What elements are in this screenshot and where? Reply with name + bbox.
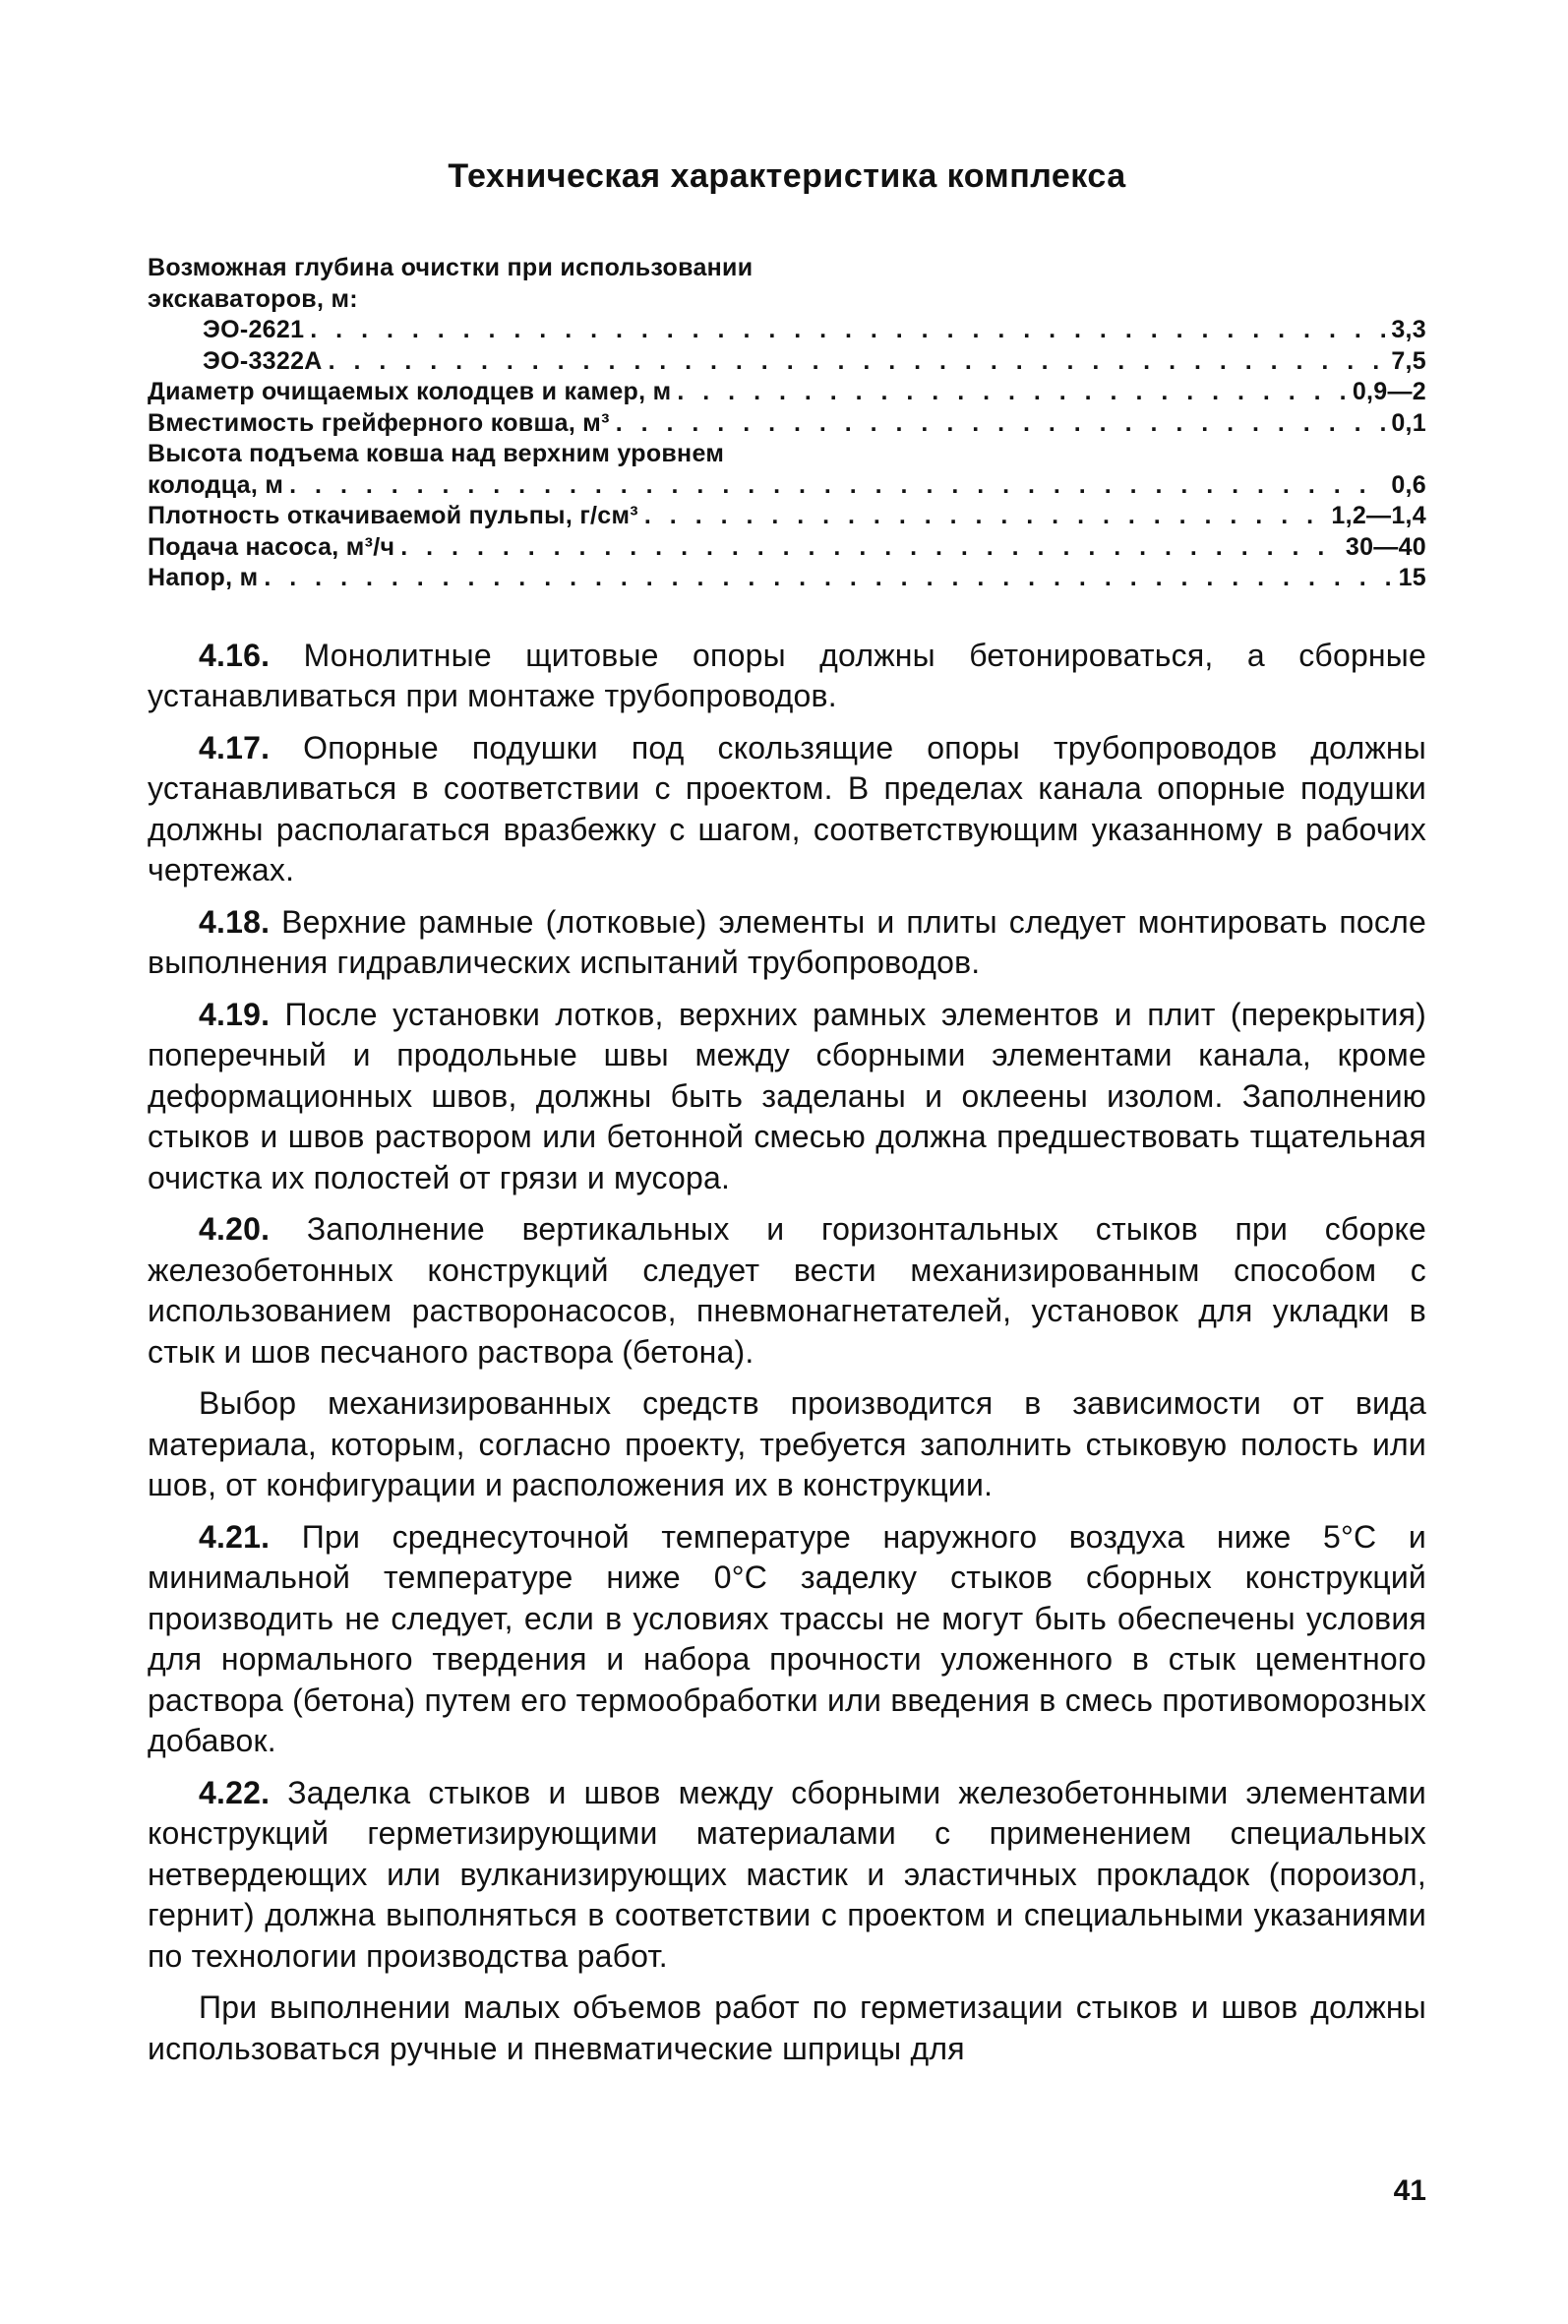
paragraph-text: Заделка стыков и швов между сборными железобетонными элементами конструкций герметизирующими материалами с применением специальных нетвердеющих или вулканизирующих мастик и эластичных прокладок (пороизол, гернит) должна выполняться в соответствии с проектом и специальными указаниями по технологии производства работ.: [148, 1774, 1426, 1974]
paragraph-text: Верхние рамные (лотковые) элементы и плиты следует монтировать после выполнения гидравлических испытаний трубопроводов.: [148, 903, 1427, 980]
spec-value: 30—40: [1345, 532, 1426, 561]
spec-row: [148, 563, 1426, 594]
clause-number: 4.18.: [199, 903, 271, 940]
spec-value: 3,3: [1391, 316, 1426, 343]
page-number: 41: [1393, 2174, 1426, 2207]
spec-row: [148, 377, 1426, 408]
paragraph-text: Выбор механизированных средств производится в зависимости от вида материала, которым, согласно проекту, требуется заполнить стыковую полость или шов, от конфигурации и расположения их в конструкции.: [148, 1385, 1426, 1502]
spec-heading: Высота подъема ковша над верхним уровнем: [148, 440, 725, 467]
spec-row: [148, 501, 1426, 532]
spec-row: [148, 532, 1426, 564]
paragraph-4-22: [148, 1773, 1426, 1978]
spec-label: ЭО-3322А: [203, 346, 323, 375]
leader-dots: [644, 501, 1325, 532]
spec-value: 0,9—2: [1352, 378, 1426, 405]
spec-row: [148, 315, 1426, 346]
leader-dots: [329, 346, 1386, 378]
leader-dots: [616, 408, 1386, 440]
spec-table: [148, 253, 1426, 594]
leader-dots: [289, 470, 1385, 502]
leader-dots: [310, 315, 1385, 346]
paragraph-4-16: [148, 636, 1426, 717]
paragraph-small-volumes: [148, 1988, 1426, 2069]
spec-row: [148, 408, 1426, 440]
section-title: Техническая характеристика комплекса: [448, 157, 1126, 195]
leader-dots: [264, 563, 1392, 594]
clause-number: 4.21.: [199, 1518, 271, 1555]
spec-label: колодца, м: [148, 470, 284, 499]
paragraph-4-18: [148, 902, 1426, 984]
leader-dots: [400, 532, 1340, 564]
spec-row: [148, 346, 1426, 378]
spec-value: 15: [1398, 564, 1426, 591]
spec-label: Вместимость грейферного ковша, м³: [148, 408, 610, 437]
paragraph-selection: [148, 1383, 1426, 1506]
spec-row: [148, 470, 1426, 502]
spec-label: Диаметр очищаемых колодцев и камер, м: [148, 378, 672, 405]
spec-value: 0,6: [1391, 470, 1426, 499]
document-page: [148, 157, 1426, 2080]
paragraph-text: Опорные подушки под скользящие опоры трубопроводов должны устанавливаться в соответствии с проектом. В пределах канала опорные подушки должны располагаться вразбежку с шагом, соответствующим указанному в рабочих чертежах.: [148, 729, 1426, 887]
clause-number: 4.20.: [199, 1211, 271, 1247]
clause-number: 4.19.: [199, 996, 271, 1032]
paragraph-4-19: [148, 995, 1426, 1199]
paragraph-4-20: [148, 1209, 1426, 1373]
spec-value: 1,2—1,4: [1331, 502, 1426, 529]
paragraph-4-21: [148, 1517, 1426, 1762]
paragraph-4-17: [148, 728, 1426, 891]
paragraph-text: После установки лотков, верхних рамных элементов и плит (перекрытия) поперечный и продольные швы между сборными элементами канала, кроме деформационных швов, должны быть заделаны и оклеены изолом. Заполнению стыков и швов раствором или бетонной смесью должна предшествовать тщательная очистка их полостей от грязи и мусора.: [148, 996, 1426, 1195]
spec-value: 0,1: [1391, 408, 1426, 437]
clause-number: 4.16.: [199, 637, 271, 673]
spec-heading: экскаваторов, м:: [148, 284, 358, 313]
spec-value: 7,5: [1391, 346, 1426, 375]
clause-number: 4.17.: [199, 729, 271, 765]
spec-label: Напор, м: [148, 564, 259, 591]
clause-number: 4.22.: [199, 1774, 271, 1810]
spec-label: Плотность откачиваемой пульпы, г/см³: [148, 502, 638, 529]
spec-heading: Возможная глубина очистки при использовании: [148, 254, 754, 281]
paragraph-text: Заполнение вертикальных и горизонтальных стыков при сборке железобетонных конструкций следует вести механизированным способом с использованием растворонасосов, пневмонагнетателей, установок для укладки в стык и шов песчаного раствора (бетона).: [148, 1211, 1427, 1370]
leader-dots: [677, 377, 1346, 408]
paragraph-text: При выполнении малых объемов работ по герметизации стыков и швов должны использоваться ручные и пневматические шприцы для: [148, 1989, 1426, 2066]
spec-label: ЭО-2621: [203, 316, 305, 343]
paragraph-text: При среднесуточной температуре наружного воздуха ниже 5°С и минимальной температуре ниже 0°С заделку стыков сборных конструкций производить не следует, если в условиях трассы не могут быть обеспечены условия для нормального твердения и набора прочности уложенного в стык цементного раствора (бетона) путем его термообработки или введения в смесь противоморозных добавок.: [148, 1518, 1426, 1758]
spec-label: Подача насоса, м³/ч: [148, 532, 395, 561]
paragraph-text: Монолитные щитовые опоры должны бетонироваться, а сборные устанавливаться при монтаже трубопроводов.: [148, 637, 1427, 713]
